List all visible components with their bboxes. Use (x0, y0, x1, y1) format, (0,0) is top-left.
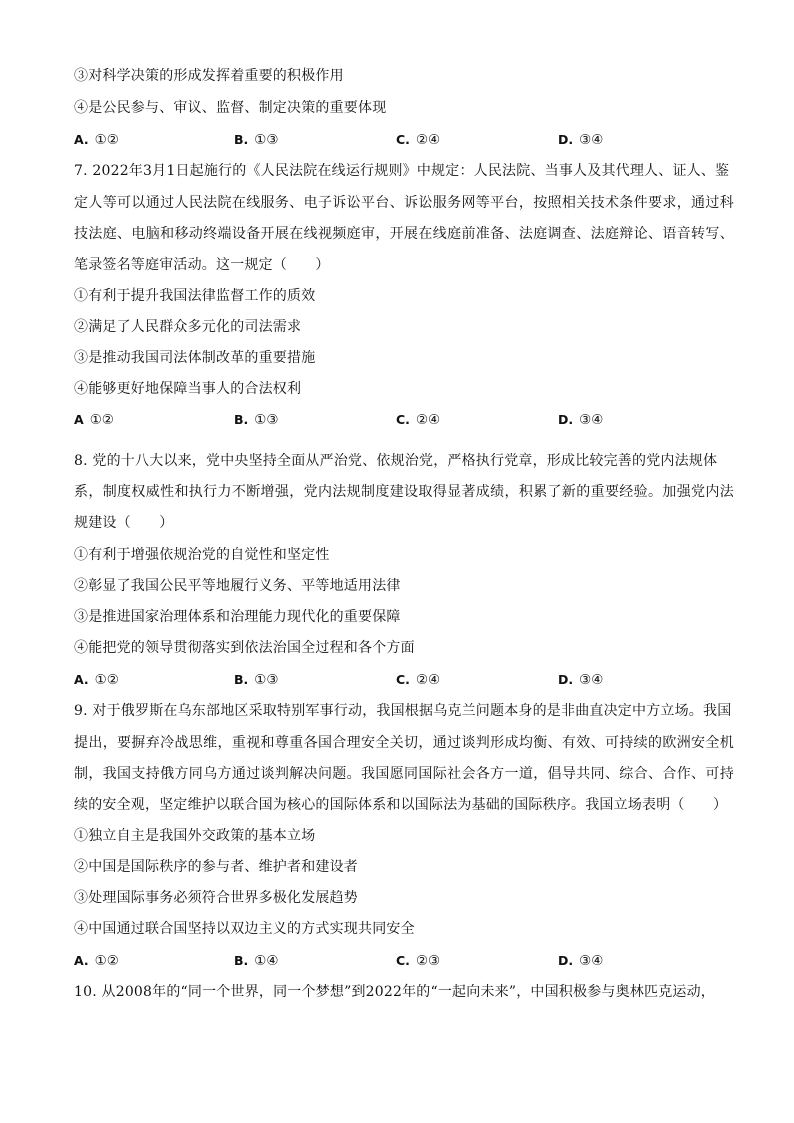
q9-option-c[interactable] (396, 951, 440, 971)
q7-option-c-label: C. (396, 412, 410, 427)
q7-option-c-text: ②④ (415, 412, 441, 428)
q8-statement-1: ①有利于增强依规治党的自觉性和坚定性 (74, 547, 330, 563)
q9-stem-line-2: 提出，要摒弃冷战思维，重视和尊重各国合理安全关切，通过谈判形成均衡、有效、可持续的欧洲安全机 (74, 735, 735, 751)
q7-stem-line-1: 7. 2022年3月1日起施行的《人民法院在线运行规则》中规定：人民法院、当事人及其代理人、证人、鉴 (74, 163, 730, 179)
q8-statement-3: ③是推进国家治理体系和治理能力现代化的重要保障 (74, 609, 401, 625)
q7-option-b[interactable] (234, 410, 279, 430)
q7-statement-2: ②满足了人民群众多元化的司法需求 (74, 319, 302, 335)
q9-statement-1: ①独立自主是我国外交政策的基本立场 (74, 828, 316, 844)
q6-option-c-text: ②④ (415, 132, 441, 148)
q6-option-d-text: ③④ (579, 132, 604, 148)
q6-option-a-text: ①② (94, 132, 119, 148)
q7-options (74, 410, 724, 430)
q8-option-a-text: ①② (94, 672, 119, 688)
q9-stem-line-1: 9. 对于俄罗斯在乌东部地区采取特别军事行动，我国根据乌克兰问题本身的是非曲直决定中方立场。我国 (74, 703, 732, 719)
q6-option-b-label: B. (234, 132, 249, 147)
q6-statement-3: ③对科学决策的形成发挥着重要的积极作用 (74, 68, 344, 84)
q9-statement-3: ③处理国际事务必须符合世界多极化发展趋势 (74, 890, 358, 906)
q9-option-a-text: ①② (94, 953, 119, 969)
q9-option-a[interactable] (74, 951, 119, 971)
q8-option-c-label: C. (396, 672, 410, 687)
q7-stem-line-2: 定人等可以通过人民法院在线服务、电子诉讼平台、诉讼服务网等平台，按照相关技术条件要求，通过科 (74, 195, 735, 211)
q7-option-d-text: ③④ (579, 412, 604, 428)
q9-options (74, 951, 724, 971)
q9-option-b-label: B. (234, 953, 249, 968)
q8-option-b-text: ①③ (254, 672, 279, 688)
q7-statement-4: ④能够更好地保障当事人的合法权利 (74, 381, 302, 397)
q6-option-b-text: ①③ (254, 132, 279, 148)
q9-stem-line-4: 续的安全观，坚定维护以联合国为核心的国际体系和以国际法为基础的国际秩序。我国立场表明（ ） (74, 797, 728, 813)
q9-stem-line-3: 制，我国支持俄方同乌方通过谈判解决问题。我国愿同国际社会各方一道，倡导共同、综合、合作、可持 (74, 766, 735, 782)
q8-option-d[interactable] (558, 670, 603, 690)
q7-option-a-text: ①② (89, 412, 114, 428)
q7-option-a-label: A (74, 412, 84, 427)
q7-statement-3: ③是推动我国司法体制改革的重要措施 (74, 350, 316, 366)
q8-options (74, 670, 724, 690)
q9-option-d-label: D. (558, 953, 574, 968)
q6-option-a-label: A. (74, 132, 89, 147)
q6-option-c[interactable] (396, 130, 440, 150)
q9-option-d-text: ③④ (579, 953, 604, 969)
q7-option-c[interactable] (396, 410, 440, 430)
q6-option-c-label: C. (396, 132, 410, 147)
q9-option-d[interactable] (558, 951, 603, 971)
q6-options (74, 130, 724, 150)
q9-statement-4: ④中国通过联合国坚持以双边主义的方式实现共同安全 (74, 921, 415, 937)
q8-option-c[interactable] (396, 670, 440, 690)
q8-option-a[interactable] (74, 670, 119, 690)
q9-statement-2: ②中国是国际秩序的参与者、维护者和建设者 (74, 859, 358, 875)
q7-stem-line-3: 技法庭、电脑和移动终端设备开展在线视频庭审，开展在线庭前准备、法庭调查、法庭辩论、语音转写、 (74, 226, 735, 242)
q6-option-a[interactable] (74, 130, 119, 150)
q8-stem-line-2: 系，制度权威性和执行力不断增强，党内法规制度建设取得显著成绩，积累了新的重要经验。加强党内法 (74, 484, 735, 500)
q9-option-a-label: A. (74, 953, 89, 968)
q9-option-c-text: ②③ (415, 953, 441, 969)
q7-option-a[interactable] (74, 410, 114, 430)
q8-stem-line-3: 规建设（ ） (74, 515, 174, 531)
q10-stem-line-1: 10. 从2008年的“同一个世界，同一个梦想”到2022年的“一起向未来”，中国积极参与奥林匹克运动， (74, 984, 715, 1000)
q8-option-a-label: A. (74, 672, 89, 687)
q8-option-b[interactable] (234, 670, 279, 690)
q8-option-c-text: ②④ (415, 672, 441, 688)
q8-option-d-text: ③④ (579, 672, 604, 688)
q7-stem-line-4: 笔录签名等庭审活动。这一规定（ ） (74, 257, 330, 273)
q8-statement-2: ②彰显了我国公民平等地履行义务、平等地适用法律 (74, 578, 401, 594)
q9-option-c-label: C. (396, 953, 410, 968)
q6-statement-4: ④是公民参与、审议、监督、制定决策的重要体现 (74, 100, 387, 116)
q7-option-d[interactable] (558, 410, 603, 430)
q7-option-b-text: ①③ (254, 412, 279, 428)
q6-option-d-label: D. (558, 132, 574, 147)
q6-option-b[interactable] (234, 130, 279, 150)
q8-statement-4: ④能把党的领导贯彻落实到依法治国全过程和各个方面 (74, 640, 415, 656)
q6-option-d[interactable] (558, 130, 603, 150)
q7-statement-1: ①有利于提升我国法律监督工作的质效 (74, 288, 316, 304)
q9-option-b[interactable] (234, 951, 279, 971)
q7-option-b-label: B. (234, 412, 249, 427)
q8-option-b-label: B. (234, 672, 249, 687)
q7-option-d-label: D. (558, 412, 574, 427)
q9-option-b-text: ①④ (254, 953, 279, 969)
q8-option-d-label: D. (558, 672, 574, 687)
q8-stem-line-1: 8. 党的十八大以来，党中央坚持全面从严治党、依规治党，严格执行党章，形成比较完善的党内法规体 (74, 453, 718, 469)
